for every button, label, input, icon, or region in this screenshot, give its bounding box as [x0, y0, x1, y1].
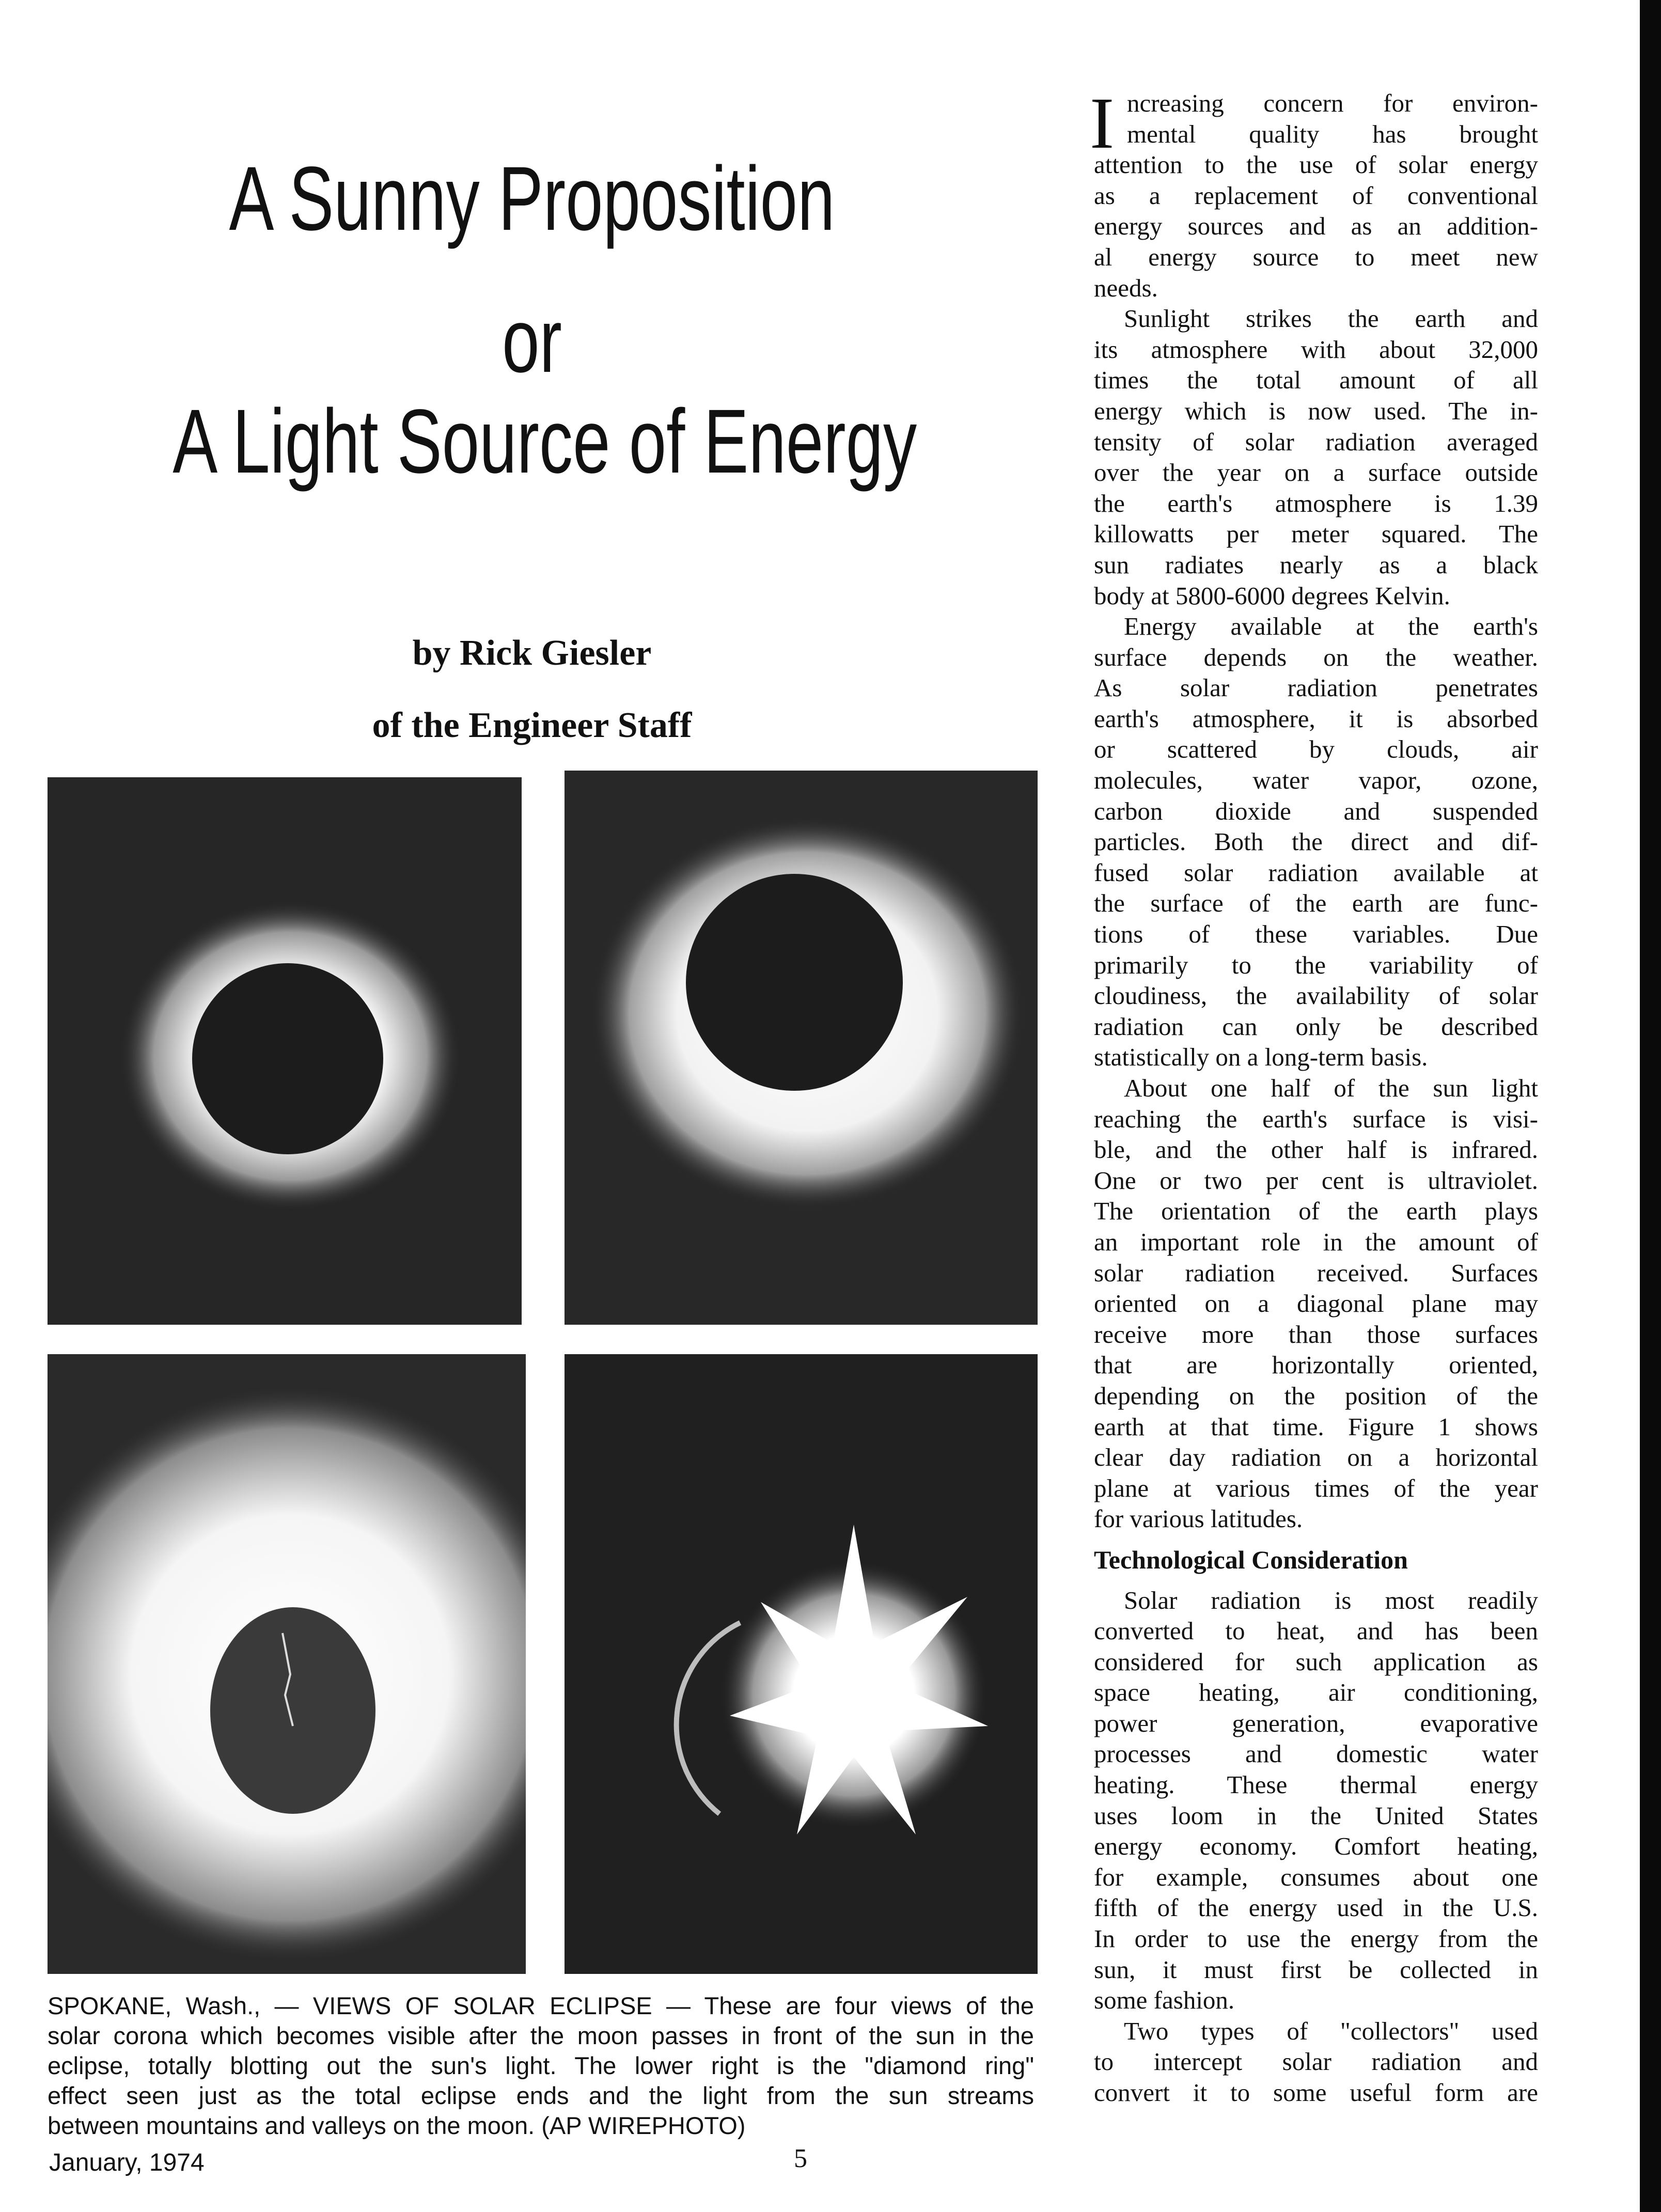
- body-text-line: carbon dioxide and suspended: [1094, 796, 1538, 825]
- body-text-line: solar radiation received. Surfaces: [1094, 1258, 1538, 1287]
- drop-cap: I: [1090, 82, 1115, 164]
- caption-line: between mountains and valleys on the moon. (AP WIREPHOTO): [48, 2112, 746, 2139]
- article-body-column: [1094, 88, 1538, 2108]
- body-text-line: statistically on a long-term basis.: [1094, 1043, 1428, 1072]
- body-text-line: that are horizontally oriented,: [1094, 1351, 1538, 1379]
- footer-date: January, 1974: [49, 2149, 205, 2176]
- body-text-line: radiation can only be described: [1094, 1012, 1538, 1041]
- body-text-line: cloudiness, the availability of solar: [1094, 981, 1538, 1010]
- body-text-line: times the total amount of all: [1094, 366, 1538, 395]
- body-text-line: The orientation of the earth plays: [1094, 1197, 1538, 1226]
- body-text-line: fifth of the energy used in the U.S.: [1094, 1893, 1538, 1922]
- body-text-line: clear day radiation on a horizontal: [1094, 1443, 1538, 1472]
- body-text-line: tensity of solar radiation averaged: [1094, 427, 1538, 456]
- body-text-line: earth at that time. Figure 1 shows: [1094, 1412, 1538, 1441]
- byline-author: by Rick Giesler: [412, 633, 652, 673]
- page-edge-bar: [1640, 0, 1661, 2212]
- body-text-line: for various latitudes.: [1094, 1504, 1303, 1533]
- article-title-line-1: A Sunny Proposition: [229, 148, 835, 249]
- caption-line: SPOKANE, Wash., — VIEWS OF SOLAR ECLIPSE — These are four views of the: [48, 1992, 1034, 2019]
- body-text-line: energy which is now used. The in-: [1094, 396, 1538, 425]
- section-subhead: Technological Consideration: [1094, 1545, 1408, 1574]
- article-title-line-2: or: [502, 290, 562, 391]
- body-text-line: As solar radiation penetrates: [1094, 673, 1538, 702]
- body-text-line: molecules, water vapor, ozone,: [1094, 766, 1538, 795]
- body-text-line: ncreasing concern for environ-: [1127, 89, 1538, 117]
- caption-line: eclipse, totally blotting out the sun's light. The lower right is the "diamond ring": [48, 2052, 1034, 2079]
- body-text-line: over the year on a surface outside: [1094, 458, 1538, 487]
- eclipse-photo-top-right: [565, 771, 1038, 1325]
- body-text-line: Energy available at the earth's: [1124, 612, 1538, 641]
- body-text-line: oriented on a diagonal plane may: [1094, 1289, 1538, 1318]
- body-text-line: the earth's atmosphere is 1.39: [1094, 489, 1538, 517]
- body-text-line: or scattered by clouds, air: [1094, 735, 1538, 764]
- body-text-line: One or two per cent is ultraviolet.: [1094, 1166, 1538, 1195]
- body-text-line: considered for such application as: [1094, 1647, 1538, 1676]
- body-text-line: converted to heat, and has been: [1094, 1617, 1538, 1645]
- body-text-line: receive more than those surfaces: [1094, 1320, 1538, 1348]
- body-text-line: al energy source to meet new: [1094, 242, 1538, 271]
- body-text-line: surface depends on the weather.: [1094, 642, 1538, 671]
- body-text-line: Solar radiation is most readily: [1124, 1586, 1538, 1614]
- body-text-line: the surface of the earth are func-: [1094, 889, 1538, 918]
- body-text-line: power generation, evaporative: [1094, 1708, 1538, 1737]
- body-text-line: convert it to some useful form are: [1094, 2078, 1538, 2107]
- body-text-line: energy economy. Comfort heating,: [1094, 1832, 1538, 1861]
- caption-line: effect seen just as the total eclipse ends and the light from the sun streams: [48, 2082, 1034, 2109]
- body-text-line: primarily to the variability of: [1094, 950, 1538, 979]
- body-text-line: processes and domestic water: [1094, 1739, 1538, 1768]
- body-text-line: heating. These thermal energy: [1094, 1770, 1538, 1799]
- body-text-line: In order to use the energy from the: [1094, 1924, 1538, 1953]
- body-text-line: space heating, air conditioning,: [1094, 1678, 1538, 1707]
- photo-caption: [48, 1991, 1034, 2141]
- body-text-line: reaching the earth's surface is visi-: [1094, 1104, 1538, 1133]
- body-text-line: energy sources and as an addition-: [1094, 212, 1538, 241]
- body-text-line: needs.: [1094, 273, 1158, 302]
- article-title-line-3: A Light Source of Energy: [173, 391, 917, 492]
- body-text-line: sun, it must first be collected in: [1094, 1955, 1538, 1984]
- byline-affiliation: of the Engineer Staff: [372, 705, 692, 745]
- body-text-line: tions of these variables. Due: [1094, 920, 1538, 949]
- body-text-line: sun radiates nearly as a black: [1094, 550, 1538, 579]
- body-text-line: as a replacement of conventional: [1094, 181, 1538, 210]
- body-text-line: depending on the position of the: [1094, 1381, 1538, 1410]
- body-text-line: an important role in the amount of: [1094, 1227, 1538, 1256]
- eclipse-photo-top-left: [48, 777, 522, 1325]
- body-text-line: uses loom in the United States: [1094, 1801, 1538, 1830]
- body-text-line: ble, and the other half is infrared.: [1094, 1135, 1538, 1164]
- eclipse-photo-diamond-ring: [565, 1354, 1038, 1974]
- caption-line: solar corona which becomes visible after the moon passes in front of the sun in the: [48, 2022, 1034, 2049]
- body-text-line: body at 5800-6000 degrees Kelvin.: [1094, 581, 1450, 610]
- body-text-line: fused solar radiation available at: [1094, 858, 1538, 887]
- body-text-line: Two types of "collectors" used: [1124, 2016, 1538, 2045]
- body-text-line: Sunlight strikes the earth and: [1124, 304, 1538, 333]
- eclipse-photo-bottom-left: [48, 1354, 526, 1974]
- body-text-line: attention to the use of solar energy: [1094, 150, 1538, 179]
- body-text-line: About one half of the sun light: [1124, 1074, 1538, 1102]
- body-text-line: for example, consumes about one: [1094, 1862, 1538, 1891]
- page-number: 5: [794, 2144, 807, 2173]
- body-text-line: plane at various times of the year: [1094, 1473, 1538, 1502]
- body-text-line: killowatts per meter squared. The: [1094, 520, 1538, 548]
- body-text-line: particles. Both the direct and dif-: [1094, 827, 1538, 856]
- body-text-line: mental quality has brought: [1127, 119, 1538, 148]
- body-text-line: earth's atmosphere, it is absorbed: [1094, 704, 1538, 733]
- body-text-line: its atmosphere with about 32,000: [1094, 335, 1538, 364]
- body-text-line: to intercept solar radiation and: [1094, 2047, 1538, 2076]
- body-text-line: some fashion.: [1094, 1986, 1235, 2015]
